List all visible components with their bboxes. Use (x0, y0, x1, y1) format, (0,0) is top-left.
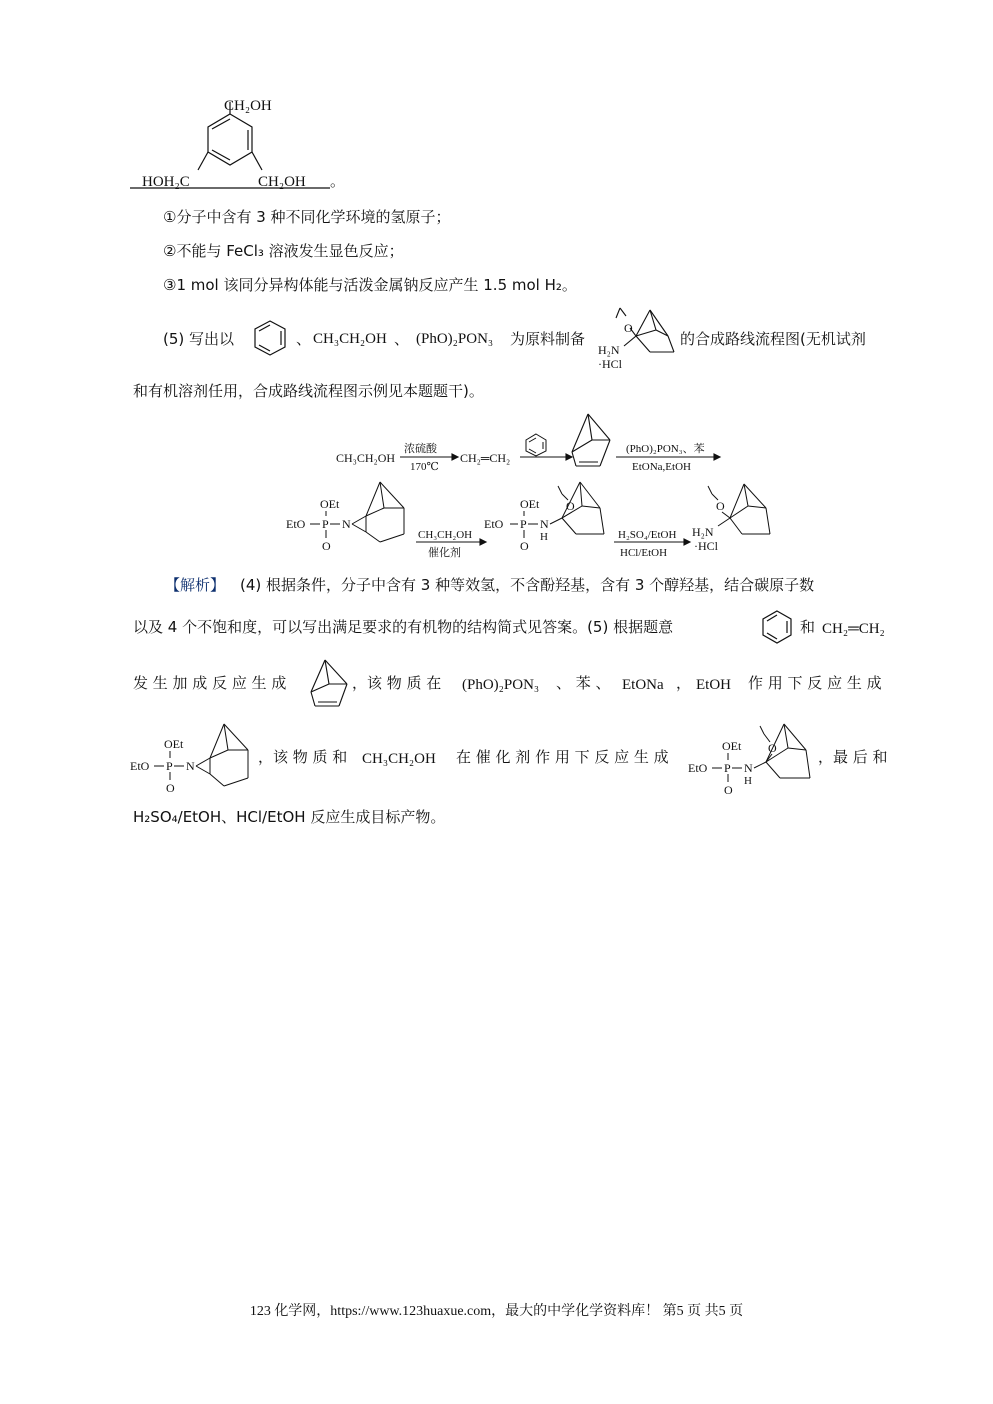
analysis-p3a: 发 生 加 成 反 应 生 成 (133, 674, 287, 692)
a2-ether-o: O (768, 741, 777, 755)
analysis-p2c: CH₂═CH₂ (822, 621, 885, 637)
arrow3-bottom: EtONa,EtOH (632, 461, 691, 473)
trihydroxymethyl-benzene-structure (130, 92, 360, 192)
a2-h: H (744, 775, 752, 787)
analysis-p3f: ， (676, 674, 692, 692)
analysis-benzene-icon (760, 608, 794, 646)
arrow3-top: (PhO)₂PON₃、苯 (626, 443, 705, 455)
p2-h: H (540, 531, 548, 543)
analysis-p2b: 和 (800, 618, 816, 636)
analysis-p3h: 作 用 下 反 应 生 成 (748, 674, 882, 692)
analysis-p4d: ，最 后 和 (818, 748, 888, 766)
analysis-norbornene-icon (305, 656, 353, 710)
final-o: O (716, 499, 725, 513)
left-group-label: HOH₂C (142, 174, 190, 190)
a2-oet: OEt (722, 739, 742, 753)
condition-3: ③1 mol 该同分异构体能与活泼金属钠反应产生 1.5 mol H₂。 (163, 276, 577, 294)
p2-ether-o: O (566, 499, 575, 513)
analysis-p5: H₂SO₄/EtOH、HCl/EtOH 反应生成目标产物。 (133, 808, 446, 826)
q5-reagent1: CH₃CH₂OH (313, 331, 387, 347)
analysis-p4a: ，该 物 质 和 (258, 748, 348, 766)
analysis-p3b: ，该 物 质 在 (352, 674, 442, 692)
p2-p: P (520, 517, 527, 531)
target-h2n-label: H₂N (598, 343, 620, 357)
a2-p: P (724, 761, 731, 775)
q5-prefix: (5) 写出以 (163, 330, 235, 348)
p1-o: O (322, 539, 331, 553)
target-o-label: O (624, 321, 633, 335)
condition-2: ②不能与 FeCl₃ 溶液发生显色反应； (163, 242, 404, 260)
q5-mid: 为原料制备 (510, 330, 586, 348)
analysis-p3d: 、 苯 、 (556, 674, 611, 692)
analysis-p2a: 以及 4 个不饱和度，可以写出满足要求的有机物的结构简式见答案。(5) 根据题意 (133, 618, 674, 636)
benzene-ring-icon (252, 318, 288, 358)
p1-oet: OEt (320, 497, 340, 511)
page-footer: 123 化学网，https://www.123huaxue.com，最大的中学化学资料库！ 第5 页 共5 页 (249, 1304, 744, 1319)
q5-line2: 和有机溶剂任用，合成路线流程图示例见本题题干)。 (133, 382, 484, 400)
q5-sep: 、 (296, 330, 312, 348)
synthesis-route-diagram (280, 410, 780, 570)
arrow4-top: CH₃CH₂OH (418, 529, 473, 541)
analysis-ethoxy-phosphoramidate-structure (688, 720, 818, 800)
final-h2n: H₂N (692, 525, 714, 539)
arrow1-top: 浓硫酸 (404, 443, 437, 455)
condition-1: ①分子中含有 3 种不同化学环境的氢原子； (163, 208, 451, 226)
p2-o: O (520, 539, 529, 553)
arrow5-bottom: HCl/EtOH (620, 547, 668, 559)
route-ethylene: CH₂═CH₂ (460, 451, 511, 465)
analysis-p1: (4) 根据条件，分子中含有 3 种等效氢，不含酚羟基，含有 3 个醇羟基，结合碳原子数 (240, 576, 815, 594)
final-hcl: ·HCl (694, 539, 718, 553)
analysis-p3c: (PhO)₂PON₃ (462, 677, 540, 693)
target-aminonorbornane-structure (596, 306, 682, 372)
a1-n: N (186, 759, 195, 773)
a2-eto: EtO (688, 761, 708, 775)
norbornene-icon (572, 414, 610, 466)
p1-p: P (322, 517, 329, 531)
a1-p: P (166, 759, 173, 773)
right-group-label: CH₂OH (258, 174, 306, 190)
q5-suffix: 的合成路线流程图(无机试剂 (680, 330, 866, 348)
target-hcl-label: ·HCl (598, 357, 622, 371)
p2-oet: OEt (520, 497, 540, 511)
analysis-aziridine-structure (130, 722, 260, 798)
analysis-p4b: CH₃CH₂OH (362, 751, 436, 767)
analysis-p3e: EtONa (622, 677, 664, 693)
top-group-label: CH₂OH (224, 98, 272, 114)
a2-n: N (744, 761, 753, 775)
q5-sep2: 、 (394, 330, 410, 348)
arrow5-top: H₂SO₄/EtOH (618, 529, 677, 541)
a1-o: O (166, 781, 175, 795)
p2-n: N (540, 517, 549, 531)
a1-oet: OEt (164, 737, 184, 751)
q5-reagent2: (PhO)₂PON₃ (416, 331, 494, 347)
p1-n: N (342, 517, 351, 531)
route-start: CH₃CH₂OH (336, 451, 396, 465)
analysis-p3g: EtOH (696, 677, 731, 693)
end-mark: 。 (330, 174, 346, 190)
p1-eto: EtO (286, 517, 306, 531)
analysis-p4c: 在 催 化 剂 作 用 下 反 应 生 成 (456, 748, 669, 766)
a1-eto: EtO (130, 759, 150, 773)
arrow2-benzene-icon (526, 434, 546, 456)
arrow1-bottom: 170℃ (410, 461, 439, 473)
p2-eto: EtO (484, 517, 504, 531)
arrow4-bottom: 催化剂 (428, 547, 461, 559)
a2-o: O (724, 783, 733, 797)
analysis-tag: 【解析】 (165, 576, 226, 594)
